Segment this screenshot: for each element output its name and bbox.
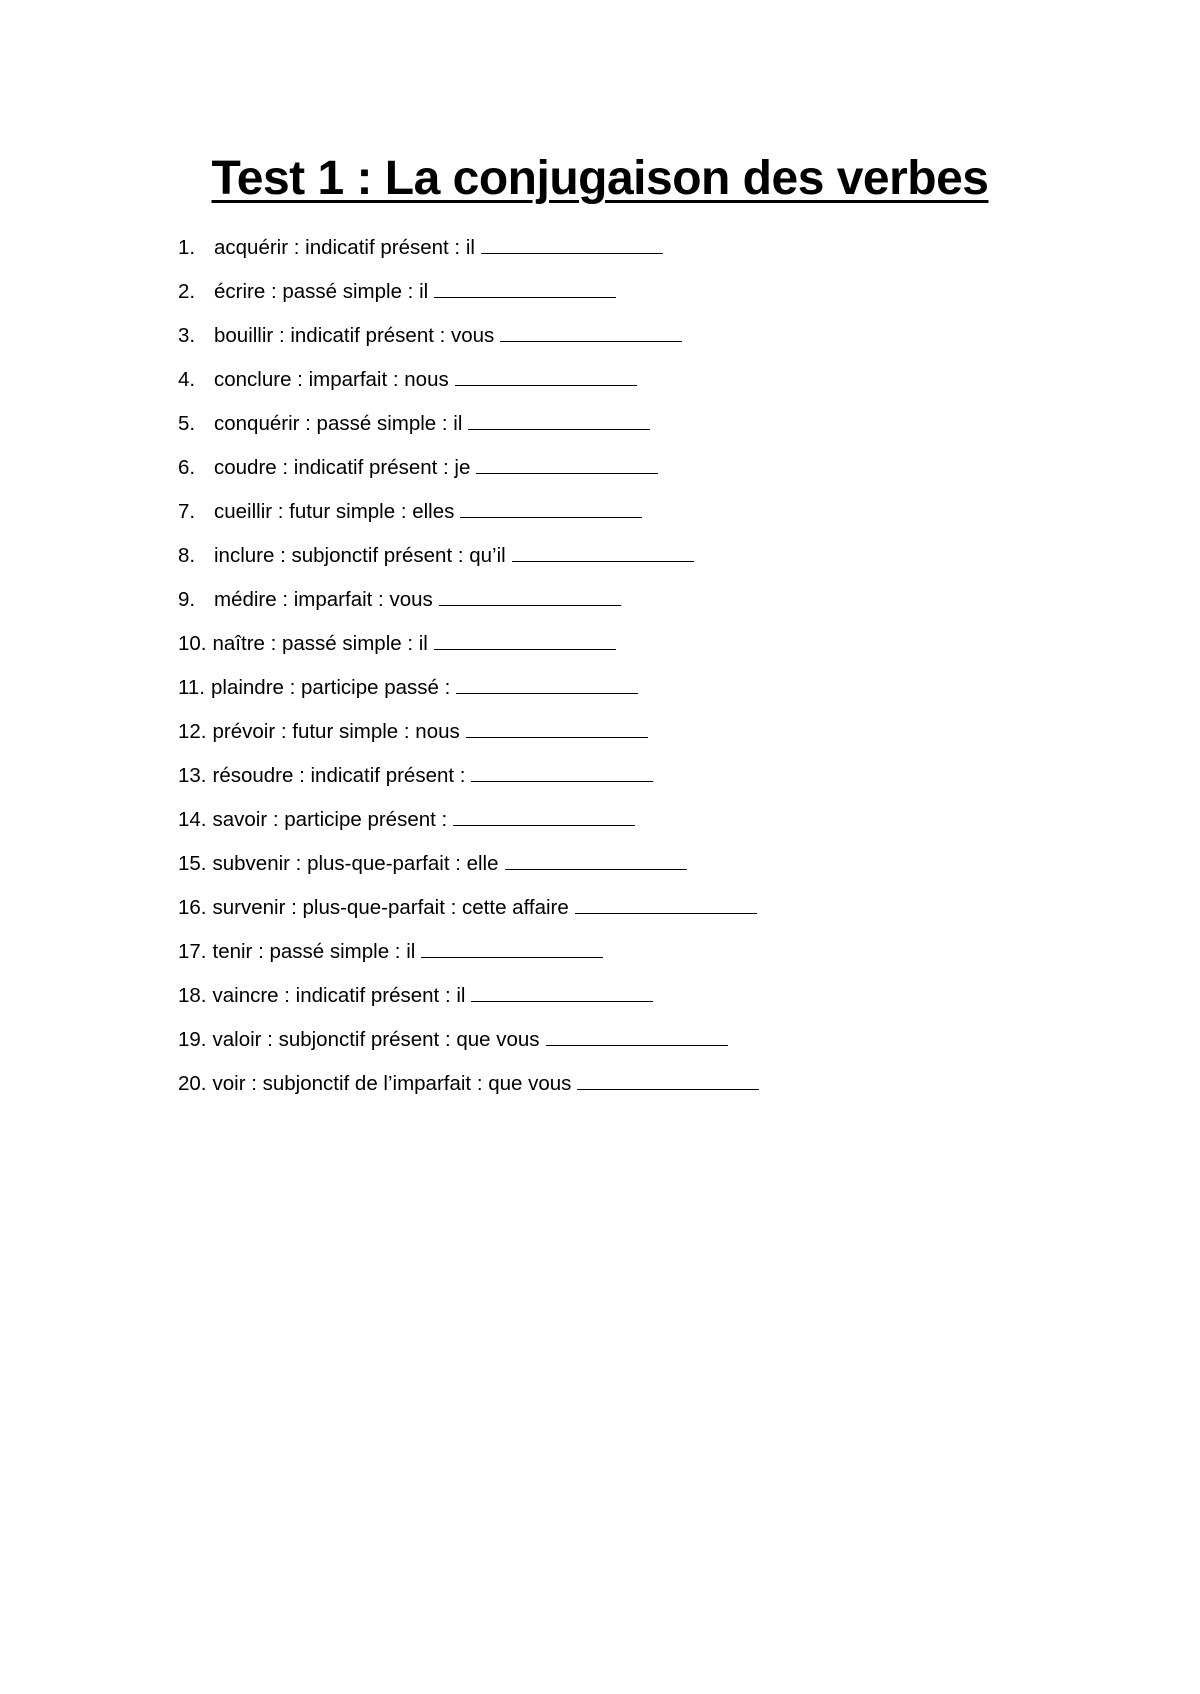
- list-item: [178, 402, 759, 446]
- list-item: [178, 930, 759, 974]
- list-item: [178, 710, 759, 754]
- item-number: 14.: [178, 808, 207, 831]
- answer-blank[interactable]: [481, 235, 663, 254]
- item-prompt: médire : imparfait : vous: [214, 588, 433, 611]
- answer-blank[interactable]: [460, 499, 642, 518]
- list-item: [178, 534, 759, 578]
- list-item: [178, 974, 759, 1018]
- item-number: 8.: [178, 544, 196, 567]
- list-item: [178, 358, 759, 402]
- item-prompt: valoir : subjonctif présent : que vous: [212, 1028, 540, 1051]
- item-number: 18.: [178, 984, 207, 1007]
- item-number: 19.: [178, 1028, 207, 1051]
- item-prompt: plaindre : participe passé :: [210, 676, 451, 699]
- answer-blank[interactable]: [468, 411, 650, 430]
- item-prompt: voir : subjonctif de l’imparfait : que vous: [212, 1072, 572, 1095]
- item-prompt: tenir : passé simple : il: [212, 940, 416, 963]
- exercise-list: [178, 226, 759, 1106]
- answer-blank[interactable]: [575, 895, 757, 914]
- list-item: [178, 226, 759, 270]
- list-item: [178, 1062, 759, 1106]
- list-item: [178, 1018, 759, 1062]
- item-prompt: conquérir : passé simple : il: [214, 412, 463, 435]
- answer-blank[interactable]: [421, 939, 603, 958]
- item-number: 11.: [178, 676, 205, 699]
- item-number: 20.: [178, 1072, 207, 1095]
- item-prompt: survenir : plus-que-parfait : cette affaire: [212, 896, 569, 919]
- item-prompt: subvenir : plus-que-parfait : elle: [212, 852, 499, 875]
- list-item: [178, 754, 759, 798]
- item-prompt: bouillir : indicatif présent : vous: [214, 324, 495, 347]
- answer-blank[interactable]: [512, 543, 694, 562]
- item-number: 5.: [178, 412, 196, 435]
- item-number: 9.: [178, 588, 196, 611]
- answer-blank[interactable]: [456, 675, 638, 694]
- item-prompt: écrire : passé simple : il: [214, 280, 429, 303]
- item-number: 6.: [178, 456, 196, 479]
- item-number: 7.: [178, 500, 196, 523]
- page-title: Test 1 : La conjugaison des verbes: [211, 152, 989, 205]
- item-prompt: vaincre : indicatif présent : il: [212, 984, 466, 1007]
- list-item: [178, 622, 759, 666]
- item-prompt: acquérir : indicatif présent : il: [214, 236, 475, 259]
- list-item: [178, 446, 759, 490]
- item-prompt: conclure : imparfait : nous: [214, 368, 449, 391]
- item-number: 2.: [178, 280, 196, 303]
- answer-blank[interactable]: [434, 631, 616, 650]
- list-item: [178, 578, 759, 622]
- item-number: 15.: [178, 852, 207, 875]
- item-number: 13.: [178, 764, 207, 787]
- answer-blank[interactable]: [434, 279, 616, 298]
- item-prompt: résoudre : indicatif présent :: [212, 764, 466, 787]
- item-number: 3.: [178, 324, 196, 347]
- item-number: 1.: [178, 236, 196, 259]
- list-item: [178, 314, 759, 358]
- answer-blank[interactable]: [453, 807, 635, 826]
- item-number: 4.: [178, 368, 196, 391]
- item-number: 16.: [178, 896, 207, 919]
- item-prompt: cueillir : futur simple : elles: [214, 500, 455, 523]
- item-prompt: savoir : participe présent :: [212, 808, 448, 831]
- item-number: 17.: [178, 940, 207, 963]
- answer-blank[interactable]: [471, 983, 653, 1002]
- list-item: [178, 490, 759, 534]
- list-item: [178, 666, 759, 710]
- answer-blank[interactable]: [471, 763, 653, 782]
- answer-blank[interactable]: [577, 1071, 759, 1090]
- answer-blank[interactable]: [439, 587, 621, 606]
- list-item: [178, 798, 759, 842]
- answer-blank[interactable]: [466, 719, 648, 738]
- list-item: [178, 842, 759, 886]
- answer-blank[interactable]: [505, 851, 687, 870]
- list-item: [178, 270, 759, 314]
- item-number: 12.: [178, 720, 207, 743]
- list-item: [178, 886, 759, 930]
- item-prompt: inclure : subjonctif présent : qu’il: [214, 544, 506, 567]
- answer-blank[interactable]: [476, 455, 658, 474]
- answer-blank[interactable]: [455, 367, 637, 386]
- item-prompt: coudre : indicatif présent : je: [214, 456, 471, 479]
- item-prompt: naître : passé simple : il: [212, 632, 428, 655]
- item-prompt: prévoir : futur simple : nous: [212, 720, 460, 743]
- item-number: 10.: [178, 632, 207, 655]
- answer-blank[interactable]: [500, 323, 682, 342]
- answer-blank[interactable]: [546, 1027, 728, 1046]
